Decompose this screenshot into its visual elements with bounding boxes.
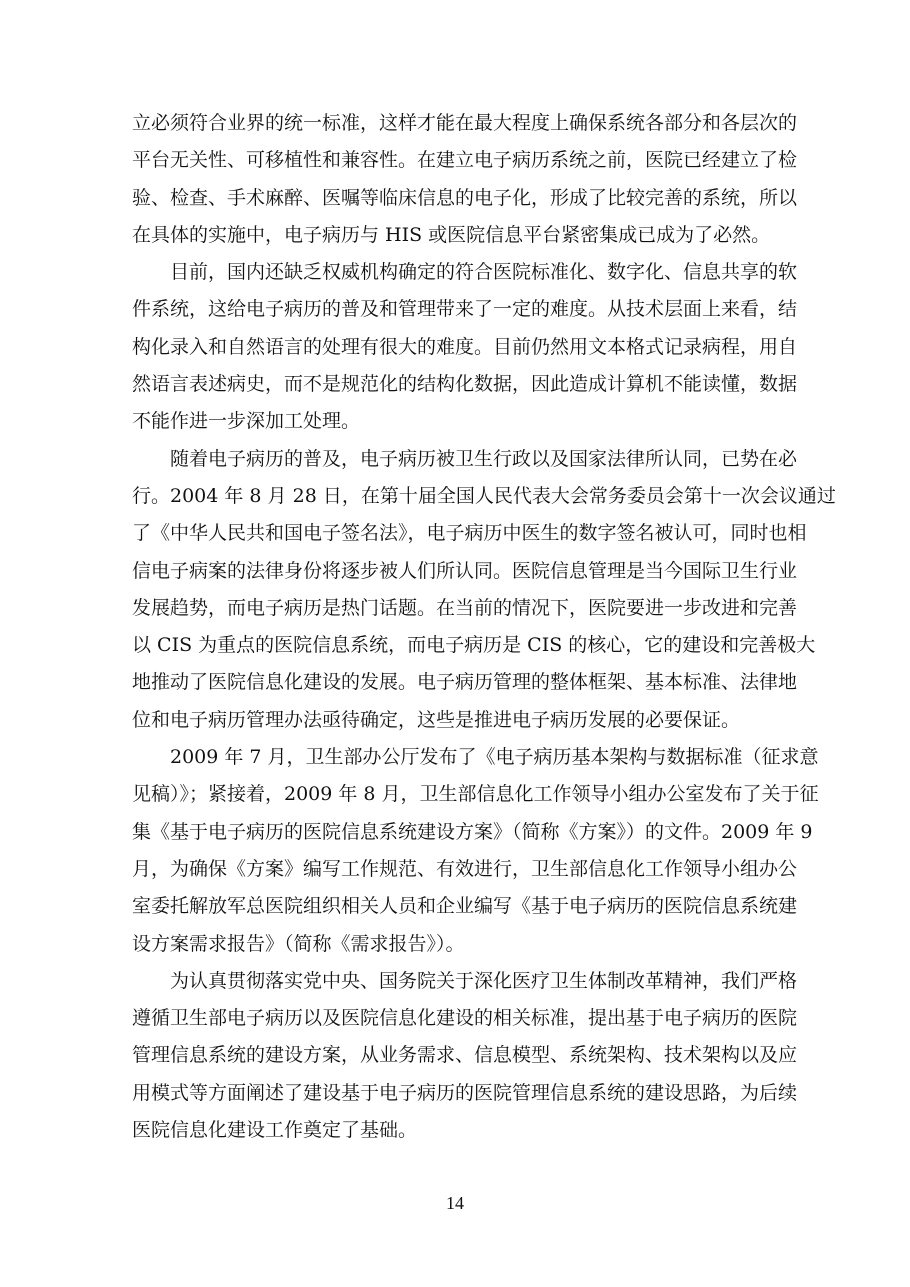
paragraph <box>132 963 798 1149</box>
page-number: 14 <box>446 1193 464 1213</box>
text-line: 2009 年 7 月，卫生部办公厅发布了《电子病历基本架构与数据标准（征求意 <box>170 746 819 769</box>
text-line: 在具体的实施中，电子病历与 HIS 或医院信息平台紧密集成已成为了必然。 <box>132 223 771 246</box>
text-line: 集《基于电子病历的医院信息系统建设方案》（简称《方案》）的文件。2009 年 9 <box>132 820 813 843</box>
text-line: 医院信息化建设工作奠定了基础。 <box>132 1119 418 1142</box>
text-line: 位和电子病历管理办法亟待确定，这些是推进电子病历发展的必要保证。 <box>132 708 741 731</box>
text-line: 目前，国内还缺乏权威机构确定的符合医院标准化、数字化、信息共享的软 <box>170 261 798 284</box>
paragraph <box>132 739 819 963</box>
text-line: 遵循卫生部电子病历以及医院信息化建设的相关标准，提出基于电子病历的医院 <box>132 1007 798 1030</box>
text-line: 设方案需求报告》（简称《需求报告》）。 <box>132 932 465 955</box>
text-line: 为认真贯彻落实党中央、国务院关于深化医疗卫生体制改革精神，我们严格 <box>170 969 798 992</box>
text-line: 信电子病案的法律身份将逐步被人们所认同。医院信息管理是当今国际卫生行业 <box>132 559 798 582</box>
text-line: 随着电子病历的普及，电子病历被卫生行政以及国家法律所认同，已势在必 <box>170 447 798 470</box>
text-line: 月，为确保《方案》编写工作规范、有效进行，卫生部信息化工作领导小组办公 <box>132 857 798 880</box>
text-line: 构化录入和自然语言的处理有很大的难度。目前仍然用文本格式记录病程，用自 <box>132 335 798 358</box>
text-line: 用模式等方面阐述了建设基于电子病历的医院管理信息系统的建设思路，为后续 <box>132 1081 798 1104</box>
text-line: 立必须符合业界的统一标准，这样才能在最大程度上确保系统各部分和各层次的 <box>132 112 798 134</box>
text-line: 件系统，这给电子病历的普及和管理带来了一定的难度。从技术层面上来看，结 <box>132 298 798 321</box>
text-line: 不能作进一步深加工处理。 <box>132 410 361 433</box>
body-text <box>132 105 836 1149</box>
paragraph <box>132 254 798 440</box>
text-line: 平台无关性、可移植性和兼容性。在建立电子病历系统之前，医院已经建立了检 <box>132 149 798 172</box>
text-line: 发展趋势，而电子病历是热门话题。在当前的情况下，医院要进一步改进和完善 <box>132 596 798 619</box>
text-line: 地推动了医院信息化建设的发展。电子病历管理的整体框架、基本标准、法律地 <box>132 671 798 694</box>
text-line: 行。2004 年 8 月 28 日，在第十届全国人民代表大会常务委员会第十一次会议通过 <box>132 484 836 507</box>
paragraph <box>132 105 798 254</box>
text-line: 见稿）》；紧接着，2009 年 8 月，卫生部信息化工作领导小组办公室发布了关于征 <box>132 783 819 806</box>
paragraph <box>132 441 836 739</box>
text-line: 然语言表述病史，而不是规范化的结构化数据，因此造成计算机不能读懂，数据 <box>132 373 798 396</box>
text-line: 室委托解放军总医院组织相关人员和企业编写《基于电子病历的医院信息系统建 <box>132 895 798 918</box>
text-line: 了《中华人民共和国电子签名法》，电子病历中医生的数字签名被认可，同时也相 <box>132 522 807 545</box>
text-line: 管理信息系统的建设方案，从业务需求、信息模型、系统架构、技术架构以及应 <box>132 1044 798 1067</box>
text-line: 验、检查、手术麻醉、医嘱等临床信息的电子化，形成了比较完善的系统，所以 <box>132 186 798 209</box>
text-line: 以 CIS 为重点的医院信息系统，而电子病历是 CIS 的核心，它的建设和完善极大 <box>132 634 816 657</box>
